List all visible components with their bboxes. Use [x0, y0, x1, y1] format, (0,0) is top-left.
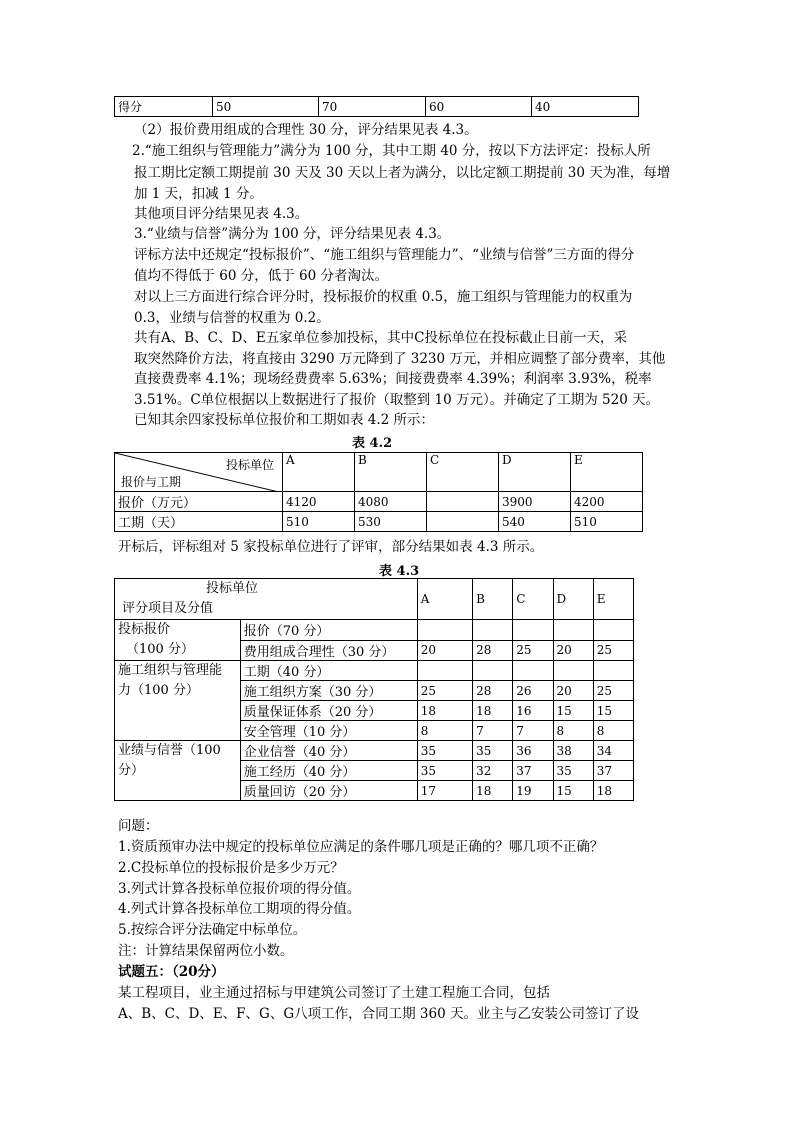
data-cell: 510 [283, 512, 355, 532]
data-cell: 20 [553, 640, 593, 661]
item-label: 质量回访（20 分） [240, 781, 417, 801]
data-cell: 28 [473, 640, 513, 661]
data-cell: 15 [553, 701, 593, 721]
data-cell [427, 512, 499, 532]
table-row [115, 620, 634, 641]
paragraph-line: 其他项目评分结果见表 4.3。 [134, 206, 309, 222]
table-header-row [115, 453, 643, 492]
data-cell: 8 [417, 721, 472, 741]
paragraph-line: A、B、C、D、E、F、G、G八项工作，合同工期 360 天。业主与乙安装公司签订了设 [118, 1006, 639, 1022]
column-header: C [513, 579, 553, 620]
header-top-label: 投标单位 [206, 581, 259, 596]
data-cell: 15 [553, 781, 593, 801]
row-label: 得分 [115, 97, 213, 117]
item-label: 质量保证体系（20 分） [240, 701, 417, 721]
data-cell: 16 [513, 701, 553, 721]
paragraph-line: 某工程项目，业主通过招标与甲建筑公司签订了土建工程施工合同，包括 [118, 985, 550, 1001]
score-cell: 40 [532, 97, 639, 117]
data-cell: 35 [417, 741, 472, 761]
table-caption: 表 4.2 [352, 436, 393, 451]
data-cell [553, 661, 593, 681]
column-header: E [593, 579, 633, 620]
data-cell: 26 [513, 681, 553, 701]
item-label: 企业信誉（40 分） [240, 741, 417, 761]
question-item: 5.按综合评分法确定中标单位。 [118, 922, 307, 938]
column-header: E [571, 453, 643, 492]
table-caption: 表 4.3 [379, 564, 420, 579]
data-cell [417, 661, 472, 681]
paragraph-line: 已知其余四家投标单位报价和工期如表 4.2 所示： [134, 412, 435, 428]
data-cell: 15 [593, 701, 633, 721]
data-cell: 18 [473, 701, 513, 721]
table-row [115, 512, 643, 532]
data-cell: 20 [553, 681, 593, 701]
data-cell [427, 492, 499, 512]
data-cell: 4120 [283, 492, 355, 512]
data-cell: 19 [513, 781, 553, 801]
score-cell: 70 [319, 97, 426, 117]
group-label [115, 620, 241, 661]
paragraph-line: 共有A、B、C、D、E五家单位参加投标，其中C投标单位在投标截止日前一天，采 [134, 330, 628, 346]
data-cell: 28 [473, 681, 513, 701]
group-name-line2: 力（100 分） [118, 683, 199, 698]
paragraph-line: 2.“施工组织与管理能力”满分为 100 分，其中工期 40 分，按以下方法评定：投标人所 [132, 143, 651, 159]
group-label [115, 661, 241, 741]
data-cell: 20 [417, 640, 472, 661]
item-label: 安全管理（10 分） [240, 721, 417, 741]
data-cell [513, 661, 553, 681]
data-cell: 18 [417, 701, 472, 721]
data-cell: 8 [553, 721, 593, 741]
column-header: A [283, 453, 355, 492]
score-cell: 60 [426, 97, 532, 117]
table-row [115, 97, 639, 117]
data-cell: 7 [513, 721, 553, 741]
data-cell [513, 620, 553, 641]
column-header: A [417, 579, 472, 620]
item-label: 施工组织方案（30 分） [240, 681, 417, 701]
group-name-line2: 分） [118, 763, 145, 778]
data-cell: 25 [593, 640, 633, 661]
group-name: 施工组织与管理能 [118, 663, 223, 678]
data-cell: 25 [513, 640, 553, 661]
group-label [115, 741, 241, 801]
questions-heading: 问题： [118, 818, 159, 834]
data-cell: 530 [355, 512, 427, 532]
question-item: 3.列式计算各投标单位报价项的得分值。 [118, 881, 361, 897]
data-cell: 7 [473, 721, 513, 741]
paragraph-line: 0.3，业绩与信誉的权重为 0.2。 [134, 310, 330, 326]
header-bottom-label: 报价与工期 [121, 475, 182, 489]
section-title: 试题五：（20分） [118, 964, 225, 980]
data-cell: 34 [593, 741, 633, 761]
data-cell: 38 [553, 741, 593, 761]
data-cell [553, 620, 593, 641]
table-header-row [115, 579, 634, 620]
paragraph-line: 值均不得低于 60 分，低于 60 分者淘汰。 [134, 268, 389, 284]
item-label: 施工经历（40 分） [240, 761, 417, 781]
data-cell: 4200 [571, 492, 643, 512]
column-header: D [553, 579, 593, 620]
group-name: 投标报价 [118, 622, 171, 637]
data-cell: 540 [499, 512, 571, 532]
column-header: B [473, 579, 513, 620]
score-cell: 50 [213, 97, 319, 117]
question-item: 1.资质预审办法中规定的投标单位应满足的条件哪几项是正确的？哪几项不正确？ [118, 839, 604, 855]
item-label: 工期（40 分） [240, 661, 417, 681]
paragraph-line: 取突然降价方法，将直接由 3290 万元降到了 3230 万元，并相应调整了部分费率，其他 [134, 351, 666, 367]
data-cell: 37 [513, 761, 553, 781]
paragraph-line: 3.“业绩与信誉”满分为 100 分，评分结果见表 4.3。 [134, 226, 451, 242]
question-item: 2.C投标单位的投标报价是多少万元？ [118, 860, 344, 876]
top-score-table [114, 96, 639, 117]
data-cell: 37 [593, 761, 633, 781]
group-name-line2: （100 分） [126, 642, 194, 657]
column-header: D [499, 453, 571, 492]
table-row [115, 741, 634, 761]
data-cell: 510 [571, 512, 643, 532]
data-cell: 18 [473, 781, 513, 801]
paragraph-line: 开标后，评标组对 5 家投标单位进行了评审，部分结果如表 4.3 所示。 [118, 539, 544, 555]
paragraph-line: 对以上三方面进行综合评分时，投标报价的权重 0.5，施工组织与管理能力的权重为 [134, 289, 633, 305]
data-cell: 35 [553, 761, 593, 781]
column-header: C [427, 453, 499, 492]
item-label: 报价（70 分） [240, 620, 417, 641]
data-cell: 17 [417, 781, 472, 801]
note-line: 注：计算结果保留两位小数。 [118, 943, 294, 959]
paragraph-line: 直接费费率 4.1%；现场经费费率 5.63%；间接费费率 4.39%；利润率 3.93%，税率 [134, 371, 652, 387]
data-cell: 25 [593, 681, 633, 701]
data-cell [473, 661, 513, 681]
table-4-2 [114, 452, 643, 532]
table-row [115, 492, 643, 512]
header-bottom-label: 评分项目及分值 [122, 601, 214, 616]
data-cell [593, 661, 633, 681]
data-cell: 35 [473, 741, 513, 761]
row-label: 工期（天） [115, 512, 283, 532]
table-row [115, 661, 634, 681]
paragraph-line: 3.51%。C单位根据以上数据进行了报价（取整到 10 万元）。并确定了工期为 520 天。 [134, 392, 660, 408]
row-label: 报价（万元） [115, 492, 283, 512]
item-label: 费用组成合理性（30 分） [240, 640, 417, 661]
table-4-3 [114, 578, 634, 801]
paragraph-line: 加 1 天，扣减 1 分。 [134, 186, 263, 202]
data-cell: 32 [473, 761, 513, 781]
question-item: 4.列式计算各投标单位工期项的得分值。 [118, 901, 361, 917]
column-header: B [355, 453, 427, 492]
paragraph-line: 评标方法中还规定“投标报价”、“施工组织与管理能力”、“业绩与信誉”三方面的得分 [134, 247, 635, 263]
diagonal-line [115, 453, 283, 492]
data-cell: 18 [593, 781, 633, 801]
header-top-label: 投标单位 [225, 458, 274, 472]
data-cell: 36 [513, 741, 553, 761]
data-cell: 4080 [355, 492, 427, 512]
data-cell [593, 620, 633, 641]
diagonal-header-cell [115, 453, 283, 492]
header-cell [115, 579, 418, 620]
data-cell: 8 [593, 721, 633, 741]
group-name: 业绩与信誉（100 [118, 743, 221, 758]
data-cell [417, 620, 472, 641]
data-cell [473, 620, 513, 641]
paragraph-line: （2）报价费用组成的合理性 30 分，评分结果见表 4.3。 [134, 122, 478, 138]
data-cell: 25 [417, 681, 472, 701]
data-cell: 3900 [499, 492, 571, 512]
paragraph-line: 报工期比定额工期提前 30 天及 30 天以上者为满分，以比定额工期提前 30 天为准，每增 [134, 165, 671, 181]
data-cell: 35 [417, 761, 472, 781]
